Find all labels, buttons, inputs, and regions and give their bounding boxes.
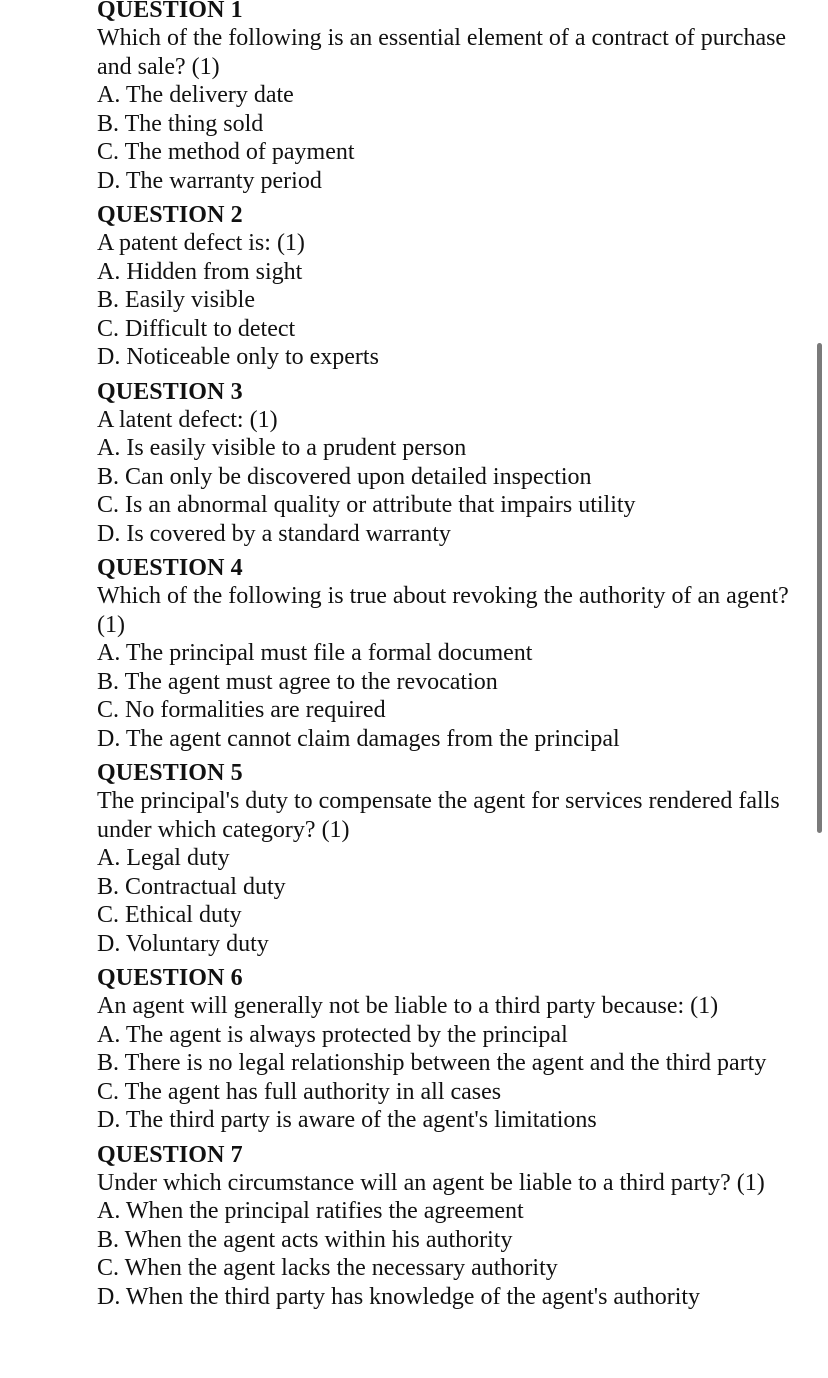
question-text: A latent defect: (1) [97,406,278,433]
question-5 [97,759,797,958]
option-c[interactable]: C. Ethical duty [97,902,242,928]
question-text: Which of the following is an essential element of a contract of purchase and sale? (1) [97,25,787,80]
question-title: QUESTION 4 [97,555,243,581]
question-1 [97,0,797,195]
option-b[interactable]: B. When the agent acts within his authority [97,1226,513,1253]
option-c[interactable]: C. The agent has full authority in all cases [97,1078,502,1105]
option-b[interactable]: B. Can only be discovered upon detailed inspection [97,463,592,490]
option-d[interactable]: D. The agent cannot claim damages from the principal [97,725,620,752]
option-a[interactable]: A. Hidden from sight [97,258,303,285]
question-title: QUESTION 6 [97,965,243,991]
option-b[interactable]: B. The agent must agree to the revocation [97,668,498,695]
question-6 [97,964,797,1135]
option-c[interactable]: C. Is an abnormal quality or attribute that impairs utility [97,492,636,518]
question-title: QUESTION 3 [97,378,243,405]
question-text: The principal's duty to compensate the agent for services rendered falls under which category? (1) [97,788,780,843]
question-title: QUESTION 2 [97,202,243,228]
question-text: Which of the following is true about revoking the authority of an agent? (1) [97,583,789,638]
option-b[interactable]: B. Contractual duty [97,873,286,900]
option-d[interactable]: D. Voluntary duty [97,930,269,957]
option-b[interactable]: B. The thing sold [97,110,264,137]
question-title: QUESTION 5 [97,760,243,786]
question-3 [97,378,797,549]
option-c[interactable]: C. No formalities are required [97,697,386,723]
question-text: A patent defect is: (1) [97,230,305,256]
question-title: QUESTION 1 [97,0,243,23]
question-title: QUESTION 7 [97,1141,243,1168]
option-c[interactable]: C. When the agent lacks the necessary authority [97,1255,558,1281]
question-2 [97,201,797,372]
option-b[interactable]: B. Easily visible [97,287,255,313]
option-a[interactable]: A. The agent is always protected by the principal [97,1021,568,1048]
option-a[interactable]: A. The delivery date [97,82,294,108]
option-a[interactable]: A. Legal duty [97,845,230,871]
option-a[interactable]: A. Is easily visible to a prudent person [97,435,467,461]
vertical-scrollbar[interactable] [817,343,822,833]
option-d[interactable]: D. Is covered by a standard warranty [97,520,451,547]
option-b[interactable]: B. There is no legal relationship between the agent and the third party [97,1050,767,1076]
question-text: Under which circumstance will an agent be liable to a third party? (1) [97,1169,765,1196]
option-c[interactable]: C. Difficult to detect [97,315,296,342]
option-d[interactable]: D. Noticeable only to experts [97,344,379,370]
option-a[interactable]: A. When the principal ratifies the agreement [97,1198,524,1224]
question-text: An agent will generally not be liable to a third party because: (1) [97,993,719,1019]
option-c[interactable]: C. The method of payment [97,139,355,165]
question-4 [97,554,797,753]
option-a[interactable]: A. The principal must file a formal document [97,640,533,666]
option-d[interactable]: D. The warranty period [97,167,322,194]
option-d[interactable]: D. The third party is aware of the agent's limitations [97,1107,597,1133]
question-7 [97,1141,797,1312]
option-d[interactable]: D. When the third party has knowledge of the agent's authority [97,1283,701,1310]
question-list [97,0,797,1317]
